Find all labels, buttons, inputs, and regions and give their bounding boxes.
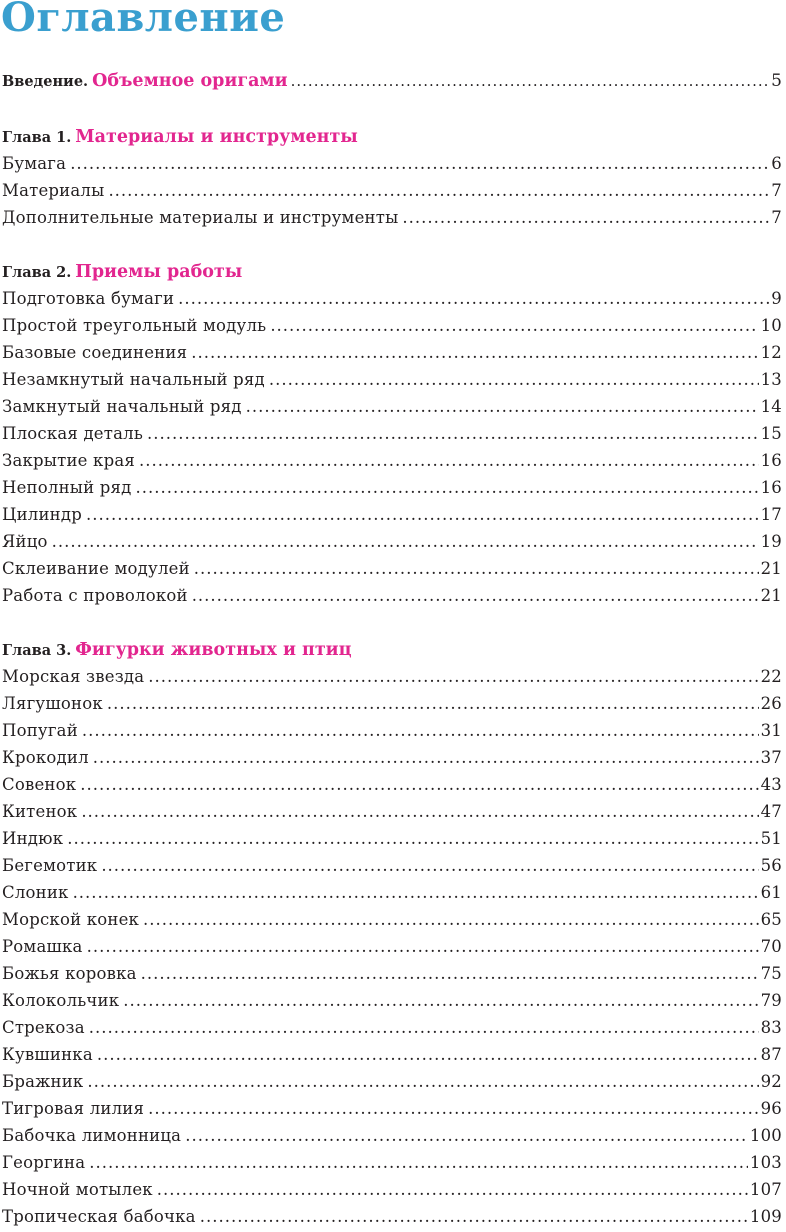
toc-entry[interactable] [2, 1042, 782, 1068]
entry-label: Яйцо [2, 532, 48, 551]
entry-page: 75 [760, 964, 782, 983]
dot-leader [97, 1042, 759, 1068]
chapter-prefix: Глава 1. [2, 129, 72, 146]
entry-label: Ромашка [2, 937, 83, 956]
toc-entry[interactable] [2, 664, 782, 690]
entry-label: Тигровая лилия [2, 1099, 145, 1118]
toc-entry[interactable] [2, 934, 782, 960]
dot-leader [80, 772, 758, 798]
toc-entry[interactable] [2, 988, 782, 1014]
entry-label: Стрекоза [2, 1018, 85, 1037]
dot-leader [107, 691, 759, 717]
entry-label: Тропическая бабочка [2, 1207, 196, 1226]
intro-prefix: Введение. [2, 73, 89, 90]
dot-leader [148, 1096, 759, 1122]
dot-leader [246, 394, 759, 420]
toc-entry[interactable] [2, 1123, 782, 1149]
toc-entry[interactable] [2, 340, 782, 366]
intro-title: Объемное оригами [92, 71, 288, 91]
toc-entry[interactable] [2, 799, 782, 825]
entry-page: 7 [771, 181, 782, 200]
entry-page: 10 [760, 316, 782, 335]
toc-entry[interactable] [2, 205, 782, 231]
toc-entry[interactable] [2, 313, 782, 339]
toc-entry[interactable] [2, 907, 782, 933]
entry-page: 12 [760, 343, 782, 362]
entry-label: Кувшинка [2, 1045, 93, 1064]
chapter-1-heading[interactable] [2, 124, 782, 150]
entry-page: 61 [760, 883, 782, 902]
entry-label: Простой треугольный модуль [2, 316, 267, 335]
entry-label: Крокодил [2, 748, 89, 767]
entry-label: Бумага [2, 154, 67, 173]
entry-label: Слоник [2, 883, 69, 902]
dot-leader [148, 664, 758, 690]
dot-leader [269, 367, 759, 393]
entry-page: 14 [760, 397, 782, 416]
toc-entry[interactable] [2, 1204, 782, 1230]
entry-label: Колокольчик [2, 991, 120, 1010]
entry-label: Склеивание модулей [2, 559, 190, 578]
entry-page: 109 [749, 1207, 782, 1226]
entry-label: Материалы [2, 181, 105, 200]
toc-entry[interactable] [2, 151, 782, 177]
toc-entry[interactable] [2, 178, 782, 204]
entry-page: 92 [760, 1072, 782, 1091]
entry-page: 15 [760, 424, 782, 443]
entry-label: Морская звезда [2, 667, 145, 686]
entry-page: 51 [760, 829, 782, 848]
dot-leader [192, 583, 759, 609]
entry-label: Бабочка лимонница [2, 1126, 182, 1145]
dot-leader [87, 1069, 758, 1095]
entry-page: 17 [760, 505, 782, 524]
dot-leader [89, 1015, 759, 1041]
dot-leader [86, 502, 759, 528]
toc-entry[interactable] [2, 745, 782, 771]
entry-page: 13 [760, 370, 782, 389]
entry-label: Бражник [2, 1072, 84, 1091]
toc-entry[interactable] [2, 394, 782, 420]
toc-entry[interactable] [2, 529, 782, 555]
toc-entry[interactable] [2, 556, 782, 582]
entry-label: Подготовка бумаги [2, 289, 175, 308]
dot-leader [402, 205, 769, 231]
toc-entry[interactable] [2, 286, 782, 312]
dot-leader [70, 151, 769, 177]
entry-label: Закрытие края [2, 451, 135, 470]
entry-page: 43 [760, 775, 782, 794]
entry-page: 70 [760, 937, 782, 956]
toc-entry[interactable] [2, 853, 782, 879]
entry-page: 16 [760, 478, 782, 497]
dot-leader [157, 1177, 748, 1203]
dot-leader [82, 718, 759, 744]
entry-page: 26 [760, 694, 782, 713]
dot-leader [291, 68, 769, 94]
dot-leader [178, 286, 769, 312]
entry-page: 37 [760, 748, 782, 767]
entry-page: 16 [760, 451, 782, 470]
toc-entry[interactable] [2, 1150, 782, 1176]
entry-label: Индюк [2, 829, 64, 848]
toc-entry[interactable] [2, 1177, 782, 1203]
toc-entry[interactable] [2, 1015, 782, 1041]
entry-label: Цилиндр [2, 505, 82, 524]
entry-page: 6 [771, 154, 782, 173]
toc-entry[interactable] [2, 421, 782, 447]
dot-leader [185, 1123, 748, 1149]
toc-entry[interactable] [2, 880, 782, 906]
entry-page: 19 [760, 532, 782, 551]
entry-label: Божья коровка [2, 964, 137, 983]
entry-page: 21 [760, 586, 782, 605]
dot-leader [135, 475, 758, 501]
toc-entry[interactable] [2, 718, 782, 744]
entry-label: Китенок [2, 802, 78, 821]
entry-label: Попугай [2, 721, 78, 740]
entry-label: Лягушонок [2, 694, 103, 713]
toc-entry[interactable] [2, 502, 782, 528]
toc-entry[interactable] [2, 475, 782, 501]
dot-leader [89, 1150, 748, 1176]
toc-entry[interactable] [2, 1096, 782, 1122]
entry-page: 87 [760, 1045, 782, 1064]
toc-entry[interactable] [2, 826, 782, 852]
page-title: Оглавление [1, 0, 286, 41]
chapter-title: Материалы и инструменты [75, 127, 358, 147]
chapter-title: Приемы работы [75, 262, 243, 282]
entry-label: Бегемотик [2, 856, 98, 875]
dot-leader [191, 340, 758, 366]
dot-leader [108, 178, 769, 204]
entry-label: Замкнутый начальный ряд [2, 397, 242, 416]
entry-page: 107 [749, 1180, 782, 1199]
entry-label: Плоская деталь [2, 424, 144, 443]
dot-leader [270, 313, 758, 339]
dot-leader [147, 421, 759, 447]
entry-label: Незамкнутый начальный ряд [2, 370, 265, 389]
entry-page: 9 [771, 289, 782, 308]
chapter-2-heading[interactable] [2, 259, 782, 285]
entry-label: Совенок [2, 775, 77, 794]
chapter-prefix: Глава 3. [2, 642, 72, 659]
dot-leader [81, 799, 758, 825]
dot-leader [143, 907, 759, 933]
toc-entry[interactable] [2, 772, 782, 798]
entry-page: 31 [760, 721, 782, 740]
toc-entry[interactable] [2, 448, 782, 474]
toc-entry[interactable] [2, 1069, 782, 1095]
entry-label: Георгина [2, 1153, 86, 1172]
chapter-3-heading[interactable] [2, 637, 782, 663]
entry-label: Ночной мотылек [2, 1180, 153, 1199]
toc-entry[interactable] [2, 691, 782, 717]
dot-leader [141, 961, 759, 987]
dot-leader [139, 448, 759, 474]
entry-label: Базовые соединения [2, 343, 188, 362]
toc-entry[interactable] [2, 583, 782, 609]
dot-leader [73, 880, 759, 906]
entry-page: 22 [760, 667, 782, 686]
entry-label: Работа с проволокой [2, 586, 188, 605]
entry-page: 21 [760, 559, 782, 578]
dot-leader [87, 934, 759, 960]
intro-page-number: 5 [771, 71, 782, 91]
dot-leader [67, 826, 758, 852]
entry-page: 96 [760, 1099, 782, 1118]
entry-page: 7 [771, 208, 782, 227]
entry-page: 100 [749, 1126, 782, 1145]
chapter-prefix: Глава 2. [2, 264, 72, 281]
entry-label: Неполный ряд [2, 478, 132, 497]
entry-page: 47 [760, 802, 782, 821]
toc-entry[interactable] [2, 367, 782, 393]
entry-page: 83 [760, 1018, 782, 1037]
toc-entry[interactable] [2, 961, 782, 987]
dot-leader [200, 1204, 748, 1230]
dot-leader [52, 529, 759, 555]
dot-leader [101, 853, 758, 879]
intro-entry[interactable] [2, 68, 782, 94]
entry-page: 65 [760, 910, 782, 929]
dot-leader [93, 745, 759, 771]
entry-label: Дополнительные материалы и инструменты [2, 208, 399, 227]
chapter-title: Фигурки животных и птиц [75, 640, 352, 660]
entry-page: 56 [760, 856, 782, 875]
dot-leader [194, 556, 759, 582]
entry-page: 79 [760, 991, 782, 1010]
entry-page: 103 [749, 1153, 782, 1172]
entry-label: Морской конек [2, 910, 140, 929]
dot-leader [123, 988, 758, 1014]
